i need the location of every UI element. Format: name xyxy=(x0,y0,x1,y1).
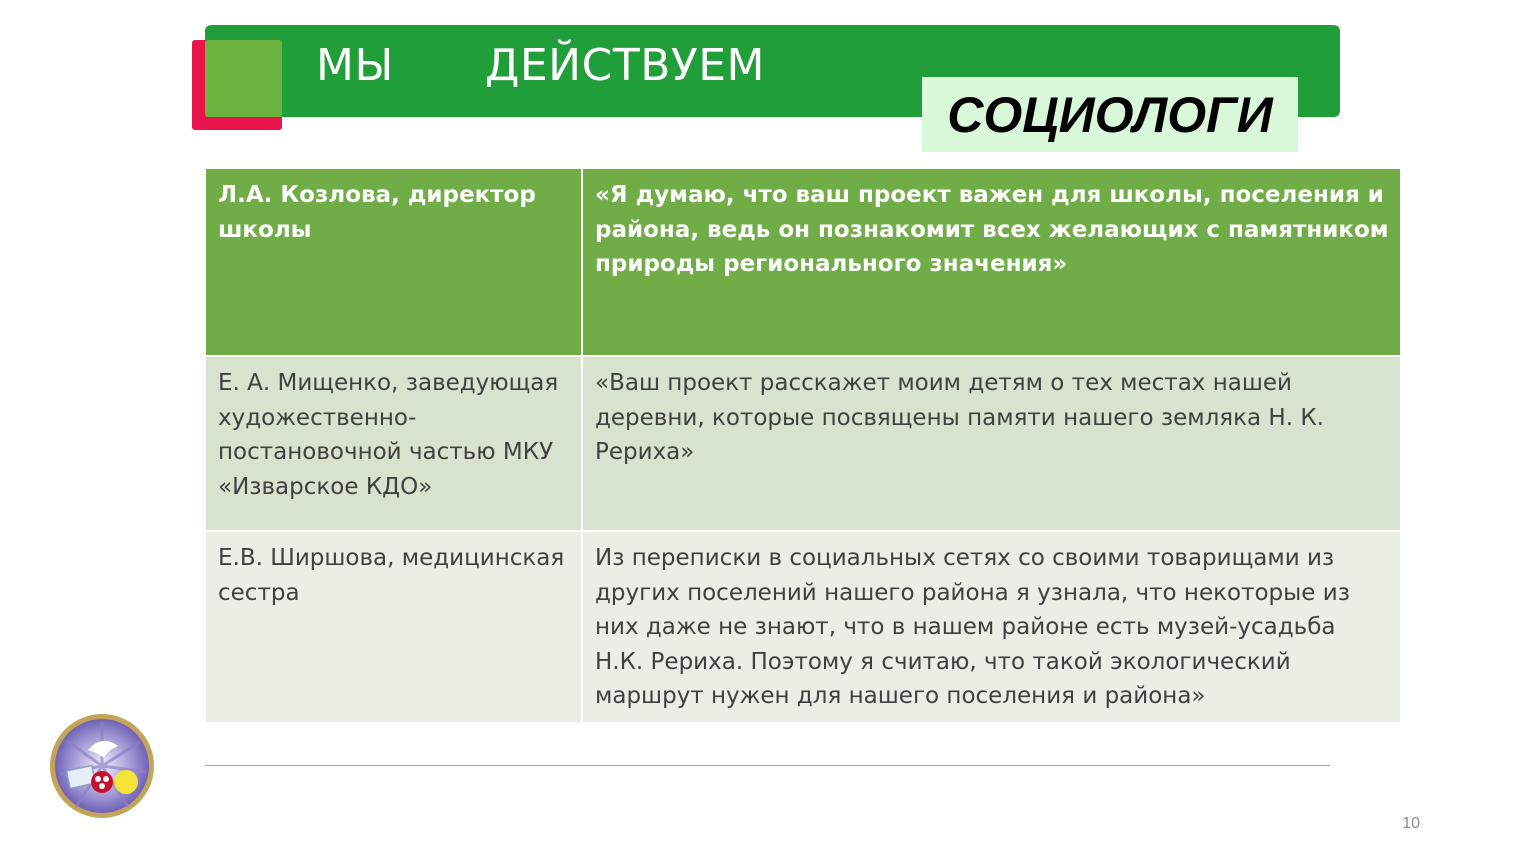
table-row xyxy=(205,168,1401,356)
title-word-we: МЫ xyxy=(316,40,394,91)
sociologists-badge xyxy=(922,77,1298,152)
person-cell: Е.В. Ширшова, медицинская сестра xyxy=(205,531,582,723)
badge-label: СОЦИОЛОГИ xyxy=(947,86,1273,143)
quote-cell: «Ваш проект расскажет моим детям о тех местах нашей деревни, которые посвящены памяти нашего земляка Н. К. Рериха» xyxy=(582,356,1401,531)
school-emblem-icon xyxy=(48,712,156,820)
title-word-act: ДЕЙСТВУЕМ xyxy=(485,40,765,91)
table-row xyxy=(205,356,1401,531)
quote-cell: «Я думаю, что ваш проект важен для школы, поселения и района, ведь он познакомит всех желающих с памятником природы регионального значения» xyxy=(582,168,1401,356)
person-cell: Л.А. Козлова, директор школы xyxy=(205,168,582,356)
green-accent-block xyxy=(205,40,282,117)
quotes-table xyxy=(204,167,1402,724)
quote-cell: Из переписки в социальных сетях со своими товарищами из других поселений нашего района я узнала, что некоторые из них даже не знают, что в нашем районе есть музей-усадьба Н.К. Рериха. Поэтому я считаю, что такой экологический маршрут нужен для нашего поселения и района» xyxy=(582,531,1401,723)
table-row xyxy=(205,531,1401,723)
page-number: 10 xyxy=(1402,815,1420,832)
person-cell: Е. А. Мищенко, заведующая художественно-постановочной частью МКУ «Изварское КДО» xyxy=(205,356,582,531)
footer-divider xyxy=(205,765,1330,766)
